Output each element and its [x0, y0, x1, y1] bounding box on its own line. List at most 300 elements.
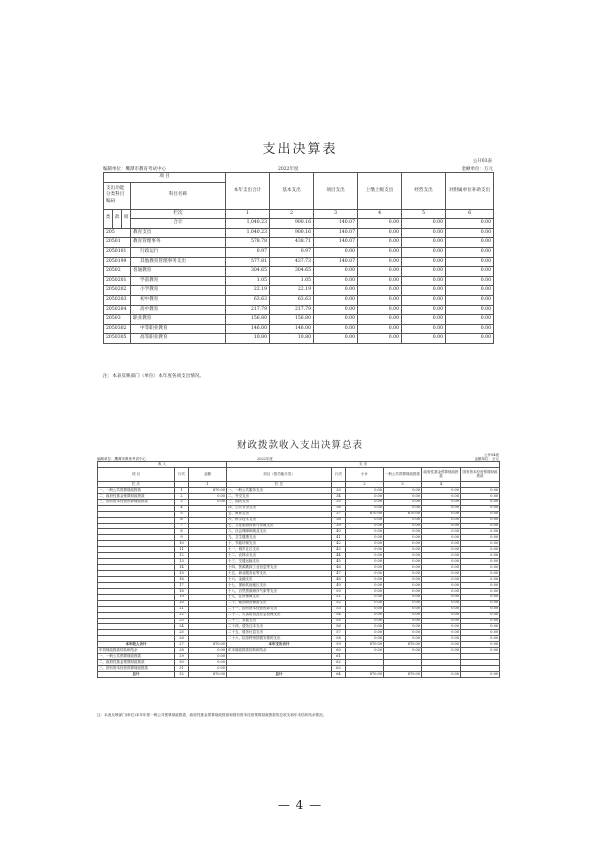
value-cell: 577.81 — [226, 257, 270, 267]
total-cell: 0.00 — [446, 219, 494, 229]
value-cell: 0.00 — [314, 267, 358, 277]
expense-item: 二十三、其他支出 — [227, 618, 332, 624]
expense-value: 0.00 — [461, 523, 500, 529]
code-cell: 2050201 — [104, 276, 131, 286]
line-no: 56 — [332, 624, 346, 630]
expense-item: 十九、住房保障支出 — [227, 594, 332, 600]
value-cell: 10.80 — [226, 334, 270, 344]
expense-value: 0.00 — [461, 499, 500, 505]
expense-value: 0.00 — [422, 505, 461, 511]
value-cell: 0.00 — [358, 238, 402, 248]
income-amount: 870.00 — [189, 671, 227, 677]
expense-value: 0.00 — [384, 594, 422, 600]
line-no: 61 — [332, 654, 346, 660]
total-cell: 0.00 — [358, 219, 402, 229]
expense-value: 0.00 — [422, 618, 461, 624]
expense-value: 0.00 — [346, 565, 384, 571]
value-cell: 0.00 — [446, 315, 494, 325]
table2-year: 2022年度 — [257, 457, 273, 461]
value-cell: 140.07 — [314, 238, 358, 248]
expense-value: 0.00 — [461, 630, 500, 636]
expense-value: 0.00 — [422, 529, 461, 535]
expense-value: 0.00 — [346, 505, 384, 511]
total-cell: 900.16 — [270, 219, 314, 229]
expense-value: 0.00 — [461, 624, 500, 630]
income-item: 二、政府性基金预算财政拨款 — [98, 660, 175, 666]
name-cell: 其他教育管理事务支出 — [131, 257, 226, 267]
lanci-cell: 1 — [189, 481, 227, 487]
income-amount: 0.00 — [189, 666, 227, 672]
expense-item: 二十、粮油物资储备支出 — [227, 600, 332, 606]
expense-value: 0.00 — [461, 606, 500, 612]
expense-value: 0.00 — [461, 588, 500, 594]
value-cell: 0.00 — [446, 228, 494, 238]
expense-item: 十一、城乡社区支出 — [227, 547, 332, 553]
income-item: 年初财政拨款结转和结余 — [98, 648, 175, 654]
hdr-item: 项 目 — [98, 467, 175, 481]
expense-value: 0.00 — [384, 541, 422, 547]
table-row — [104, 295, 494, 305]
code-cell: 2050302 — [104, 324, 131, 334]
value-cell: 0.00 — [358, 295, 402, 305]
expense-value: 0.00 — [384, 648, 422, 654]
expense-value: 0.00 — [422, 612, 461, 618]
value-cell: 0.00 — [358, 247, 402, 257]
expense-value: 0.00 — [461, 671, 500, 677]
expense-value: 0.00 — [461, 553, 500, 559]
code-cell: 2050204 — [104, 305, 131, 315]
table2-unit: 编制单位：鹰潭市教育考试中心 — [97, 457, 146, 461]
hdr-basic: 基本支出 — [270, 173, 314, 210]
expense-value: 0.00 — [346, 559, 384, 565]
value-cell: 0.00 — [446, 247, 494, 257]
expense-value: 0.00 — [461, 487, 500, 493]
expense-value: 0.00 — [384, 553, 422, 559]
value-cell: 0.00 — [358, 228, 402, 238]
value-cell: 0.00 — [446, 324, 494, 334]
code-cell: 205 — [104, 228, 131, 238]
expense-value: 0.00 — [422, 576, 461, 582]
expense-value: 0.00 — [422, 493, 461, 499]
value-cell: 217.79 — [226, 305, 270, 315]
expense-value: 0.00 — [461, 565, 500, 571]
line-no: 24 — [175, 624, 189, 630]
line-no: 4 — [175, 505, 189, 511]
line-no: 23 — [175, 618, 189, 624]
hdr-gov-fund: 政府性基金预算财政拨款 — [422, 467, 461, 481]
table2-code: 公开04表 — [484, 453, 499, 457]
expense-value: 0.00 — [461, 517, 500, 523]
expense-item: 十六、金融支出 — [227, 576, 332, 582]
hdr-subsidy: 对附属单位补助支出 — [446, 173, 494, 210]
expense-value: 0.00 — [461, 559, 500, 565]
hdr-lanci: 栏 次 — [98, 481, 175, 487]
value-cell: 0.00 — [402, 238, 446, 248]
line-no: 31 — [175, 666, 189, 672]
value-cell: 22.19 — [270, 286, 314, 296]
line-no: 48 — [332, 576, 346, 582]
expense-item: 三、国防支出 — [227, 499, 332, 505]
expense-value: 0.00 — [384, 523, 422, 529]
expense-value: 0.00 — [346, 541, 384, 547]
expense-item: 六、科学技术支出 — [227, 517, 332, 523]
hdr-lei: 类 — [104, 209, 113, 228]
colnum: 6 — [446, 209, 494, 219]
table-row — [104, 247, 494, 257]
expense-value: 0.00 — [461, 571, 500, 577]
table1-code: 公开03表 — [472, 159, 492, 164]
expense-value: 0.00 — [384, 612, 422, 618]
page-number: — 4 — — [277, 798, 323, 812]
line-no: 11 — [175, 547, 189, 553]
value-cell: 0.00 — [402, 334, 446, 344]
value-cell: 0.00 — [358, 305, 402, 315]
expense-value: 0.00 — [422, 636, 461, 642]
expense-value: 0.00 — [384, 624, 422, 630]
expense-value: 0.00 — [422, 565, 461, 571]
income-amount: 0.00 — [189, 648, 227, 654]
hdr-xiang: 项 — [122, 209, 131, 228]
hdr-state-capital: 国有资本经营预算财政拨款 — [461, 467, 500, 481]
value-cell: 0.00 — [446, 267, 494, 277]
value-cell: 217.79 — [270, 305, 314, 315]
expense-value: 0.00 — [346, 535, 384, 541]
expense-value: 0.00 — [461, 594, 500, 600]
hdr-lineno: 行次 — [332, 467, 346, 481]
line-no: 55 — [332, 618, 346, 624]
line-no: 43 — [332, 547, 346, 553]
name-cell: 高等职业教育 — [131, 334, 226, 344]
line-no: 33 — [332, 487, 346, 493]
expense-value: 0.00 — [461, 648, 500, 654]
expense-value: 0.00 — [346, 600, 384, 606]
line-no: 51 — [332, 594, 346, 600]
value-cell: 146.00 — [270, 324, 314, 334]
value-cell: 0.00 — [358, 324, 402, 334]
total-cell: 1,040.23 — [226, 219, 270, 229]
income-amount: 0.00 — [189, 493, 227, 499]
table-row — [104, 257, 494, 267]
line-no: 38 — [332, 517, 346, 523]
expense-value: 0.00 — [346, 612, 384, 618]
income-item: 本年收入合计 — [98, 642, 175, 648]
line-no: 60 — [332, 648, 346, 654]
hdr-subtotal: 小计 — [346, 467, 384, 481]
value-cell: 10.80 — [270, 334, 314, 344]
value-cell: 0.00 — [402, 315, 446, 325]
expense-value: 0.00 — [422, 571, 461, 577]
code-cell: 20502 — [104, 267, 131, 277]
expense-value: 0.00 — [384, 588, 422, 594]
expense-item: 十七、援助其他地区支出 — [227, 582, 332, 588]
line-no: 46 — [332, 565, 346, 571]
line-no: 62 — [332, 660, 346, 666]
expense-item: 二、外交支出 — [227, 493, 332, 499]
hdr-exp-item: 项目（按功能分类） — [227, 467, 332, 481]
table1-year: 2022年度 — [278, 167, 299, 172]
hdr-xiangmu: 项 目 — [104, 173, 226, 183]
table2-currency: 金额单位：万元 — [474, 457, 499, 461]
expense-value: 0.00 — [461, 618, 500, 624]
expense-item: 二十一、国有资本经营预算支出 — [227, 606, 332, 612]
expense-value: 0.00 — [422, 624, 461, 630]
expense-item: 二十五、债务付息支出 — [227, 630, 332, 636]
expenditure-table — [103, 172, 494, 344]
line-no: 35 — [332, 499, 346, 505]
value-cell: 578.78 — [226, 238, 270, 248]
expense-value: 0.00 — [346, 636, 384, 642]
expense-value: 0.00 — [461, 576, 500, 582]
income-item: 总计 — [98, 671, 175, 677]
name-cell: 高中教育 — [131, 305, 226, 315]
expense-value: 0.00 — [346, 523, 384, 529]
hdr-general-budget: 一般公共预算财政拨款 — [384, 467, 422, 481]
hdr-kuan: 款 — [113, 209, 122, 228]
line-no: 6 — [175, 517, 189, 523]
expense-value: 0.00 — [422, 523, 461, 529]
line-no: 12 — [175, 553, 189, 559]
line-no: 42 — [332, 541, 346, 547]
expense-value: 0.00 — [461, 612, 500, 618]
line-no: 63 — [332, 666, 346, 672]
table-row — [104, 324, 494, 334]
value-cell: 0.00 — [358, 276, 402, 286]
table1-currency: 金额单位：万元 — [461, 167, 493, 172]
table-row — [104, 267, 494, 277]
line-no: 7 — [175, 523, 189, 529]
expense-value: 0.00 — [346, 547, 384, 553]
hdr-business: 经营支出 — [402, 173, 446, 210]
expense-value: 0.00 — [346, 618, 384, 624]
expense-item: 五、教育支出 — [227, 511, 332, 517]
value-cell: 0.00 — [446, 305, 494, 315]
value-cell: 0.00 — [314, 286, 358, 296]
expense-value: 0.00 — [346, 606, 384, 612]
value-cell: 304.65 — [270, 267, 314, 277]
expense-value: 0.00 — [422, 541, 461, 547]
value-cell: 0.00 — [446, 276, 494, 286]
line-no: 41 — [332, 535, 346, 541]
expense-item: 一、一般公共服务支出 — [227, 487, 332, 493]
income-amount: 0.00 — [189, 654, 227, 660]
colnum: 3 — [314, 209, 358, 219]
income-item: 三、国有资本经营预算财政拨款 — [98, 666, 175, 672]
expense-value: 0.00 — [422, 559, 461, 565]
expense-value: 0.00 — [422, 630, 461, 636]
lanci-cell: 2 — [346, 481, 384, 487]
expense-value: 0.00 — [461, 541, 500, 547]
expense-value: 0.00 — [384, 493, 422, 499]
code-cell: 2050305 — [104, 334, 131, 344]
income-amount: 870.00 — [189, 487, 227, 493]
line-no: 40 — [332, 529, 346, 535]
table-row — [104, 238, 494, 248]
total-cell: 140.07 — [314, 219, 358, 229]
expense-value: 0.00 — [346, 588, 384, 594]
expense-item: 十五、商业服务业等支出 — [227, 571, 332, 577]
name-cell: 职业教育 — [131, 315, 226, 325]
expense-value: 870.00 — [346, 511, 384, 517]
expense-value: 0.00 — [422, 535, 461, 541]
expense-value: 0.00 — [384, 565, 422, 571]
expense-value: 0.00 — [384, 487, 422, 493]
name-cell: 中等职业教育 — [131, 324, 226, 334]
table1-title: 支出决算表 — [262, 142, 338, 157]
line-no: 47 — [332, 571, 346, 577]
hdr-total: 本年支出合计 — [226, 173, 270, 210]
value-cell: 437.73 — [270, 257, 314, 267]
value-cell: 0.00 — [358, 257, 402, 267]
expense-value: 0.00 — [461, 642, 500, 648]
income-amount: 0.00 — [189, 499, 227, 505]
value-cell: 0.00 — [314, 315, 358, 325]
expense-value: 0.00 — [384, 559, 422, 565]
line-no: 28 — [175, 648, 189, 654]
hdr-amount: 金额 — [189, 467, 227, 481]
expense-item: 十、节能环保支出 — [227, 541, 332, 547]
expense-value: 0.00 — [422, 499, 461, 505]
line-no: 25 — [175, 630, 189, 636]
line-no: 3 — [175, 499, 189, 505]
expense-value: 0.00 — [384, 606, 422, 612]
value-cell: 146.00 — [226, 324, 270, 334]
expense-value: 0.00 — [461, 511, 500, 517]
expense-value: 0.00 — [346, 624, 384, 630]
line-no: 22 — [175, 612, 189, 618]
value-cell: 304.65 — [226, 267, 270, 277]
line-no: 10 — [175, 541, 189, 547]
expense-value: 0.00 — [461, 547, 500, 553]
value-cell: 1,040.23 — [226, 228, 270, 238]
expense-value: 0.00 — [461, 535, 500, 541]
table-row — [104, 286, 494, 296]
line-no: 1 — [175, 487, 189, 493]
hdr-project: 项目支出 — [314, 173, 358, 210]
expense-value: 0.00 — [346, 499, 384, 505]
name-cell: 初中教育 — [131, 295, 226, 305]
value-cell: 0.00 — [402, 247, 446, 257]
expense-item: 八、社会保障和就业支出 — [227, 529, 332, 535]
income-amount: 870.00 — [189, 642, 227, 648]
value-cell: 140.07 — [314, 228, 358, 238]
line-no: 20 — [175, 600, 189, 606]
line-no: 26 — [175, 636, 189, 642]
line-no: 54 — [332, 612, 346, 618]
expense-value: 0.00 — [422, 606, 461, 612]
expense-value: 0.00 — [346, 594, 384, 600]
expense-item: 二十六、抗疫特别国债安排的支出 — [227, 636, 332, 642]
line-no: 58 — [332, 636, 346, 642]
value-cell: 0.00 — [446, 295, 494, 305]
line-no: 45 — [332, 559, 346, 565]
value-cell: 63.63 — [270, 295, 314, 305]
value-cell: 0.97 — [226, 247, 270, 257]
expense-value: 0.00 — [461, 493, 500, 499]
line-no: 30 — [175, 660, 189, 666]
expense-value: 0.00 — [384, 547, 422, 553]
expense-value: 0.00 — [384, 618, 422, 624]
line-no: 53 — [332, 606, 346, 612]
hdr-heji: 合计 — [131, 219, 226, 229]
line-no: 50 — [332, 588, 346, 594]
line-no: 32 — [175, 671, 189, 677]
expense-value: 0.00 — [461, 529, 500, 535]
line-no: 9 — [175, 535, 189, 541]
expense-item: 九、卫生健康支出 — [227, 535, 332, 541]
expense-item: 二十二、灾害防治及应急管理支出 — [227, 612, 332, 618]
lanci-cell: 4 — [422, 481, 461, 487]
line-no: 36 — [332, 505, 346, 511]
value-cell: 0.00 — [402, 276, 446, 286]
name-cell: 教育支出 — [131, 228, 226, 238]
name-cell: 小学教育 — [131, 286, 226, 296]
expense-item: 四、公共安全支出 — [227, 505, 332, 511]
hdr-code: 支出功能分类科目编码 — [104, 182, 131, 209]
line-no: 14 — [175, 565, 189, 571]
expense-value: 0.00 — [384, 600, 422, 606]
value-cell: 0.00 — [358, 267, 402, 277]
line-no: 44 — [332, 553, 346, 559]
expense-value: 0.00 — [461, 582, 500, 588]
value-cell: 22.19 — [226, 286, 270, 296]
expense-value: 0.00 — [384, 517, 422, 523]
line-no: 37 — [332, 511, 346, 517]
line-no: 16 — [175, 576, 189, 582]
value-cell: 0.00 — [358, 334, 402, 344]
expense-value: 870.00 — [384, 671, 422, 677]
value-cell: 156.80 — [270, 315, 314, 325]
expense-value: 0.00 — [422, 588, 461, 594]
expense-value: 0.00 — [346, 582, 384, 588]
value-cell: 0.00 — [314, 247, 358, 257]
expense-value: 0.00 — [346, 576, 384, 582]
code-cell: 20503 — [104, 315, 131, 325]
value-cell: 0.00 — [402, 228, 446, 238]
expense-item: 二十四、债务还本支出 — [227, 624, 332, 630]
expense-value: 0.00 — [384, 576, 422, 582]
hdr-income: 收 入 — [98, 462, 227, 468]
line-no: 29 — [175, 654, 189, 660]
value-cell: 0.00 — [402, 324, 446, 334]
table-row — [104, 305, 494, 315]
lanci-cell: 栏 次 — [227, 481, 332, 487]
value-cell: 0.00 — [358, 286, 402, 296]
expense-value: 0.00 — [422, 487, 461, 493]
expense-value: 0.00 — [461, 636, 500, 642]
value-cell: 0.00 — [314, 324, 358, 334]
line-no: 19 — [175, 594, 189, 600]
line-no: 64 — [332, 671, 346, 677]
income-item: 一、一般公共预算财政拨款 — [98, 654, 175, 660]
expense-value: 0.00 — [384, 630, 422, 636]
expense-value: 0.00 — [346, 648, 384, 654]
expense-item: 十四、资源勘探工业信息等支出 — [227, 565, 332, 571]
value-cell: 0.00 — [314, 334, 358, 344]
value-cell: 0.00 — [358, 315, 402, 325]
value-cell: 0.00 — [446, 334, 494, 344]
fiscal-summary-table — [97, 461, 500, 678]
line-no: 18 — [175, 588, 189, 594]
table-row — [98, 671, 500, 677]
value-cell: 140.07 — [314, 257, 358, 267]
line-no: 59 — [332, 642, 346, 648]
expense-value: 0.00 — [384, 535, 422, 541]
expense-item: 总计 — [227, 671, 332, 677]
expense-value: 0.00 — [422, 582, 461, 588]
code-cell: 2050203 — [104, 295, 131, 305]
colnum: 1 — [226, 209, 270, 219]
value-cell: 0.00 — [446, 257, 494, 267]
